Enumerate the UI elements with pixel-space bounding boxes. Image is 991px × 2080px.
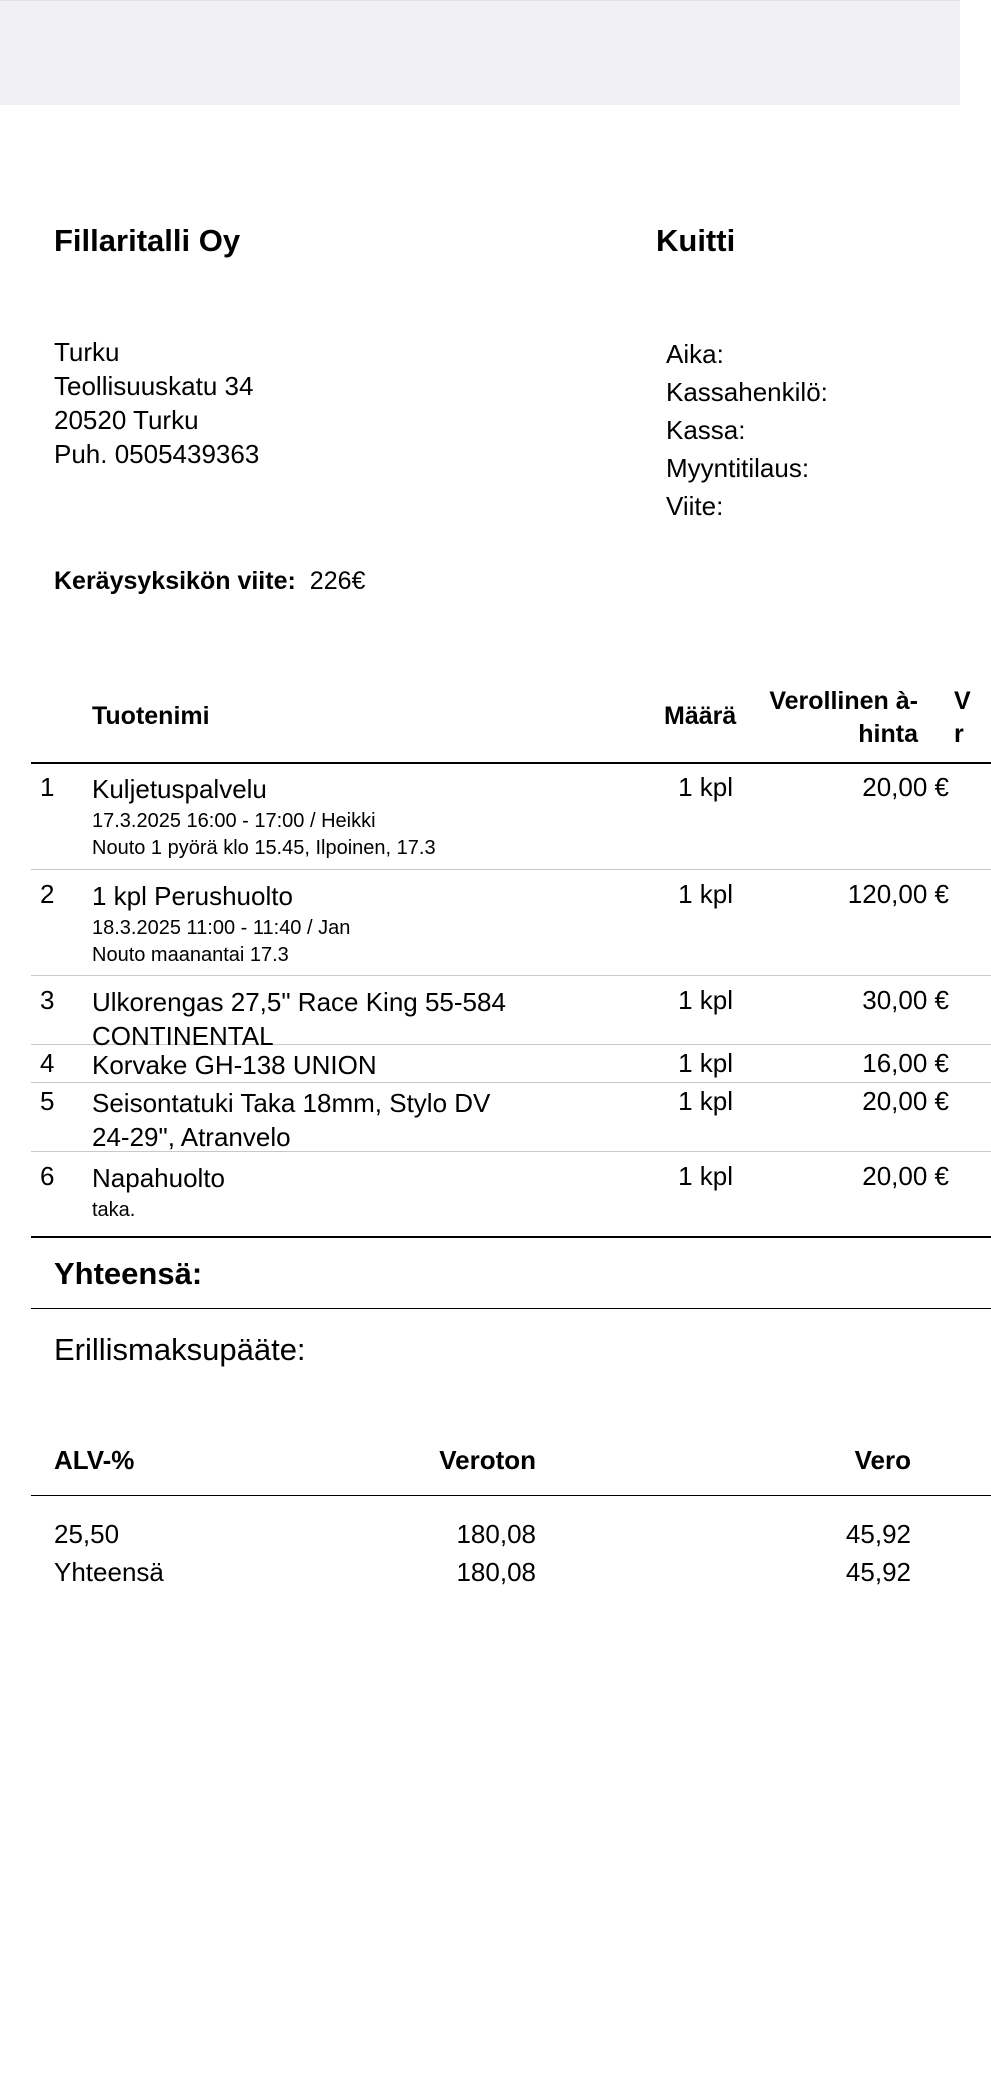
address-street: Teollisuuskatu 34 — [54, 371, 254, 401]
row-product-detail: 18.3.2025 11:00 - 11:40 / Jan — [92, 917, 351, 939]
row-number: 2 — [40, 879, 55, 909]
row-number: 1 — [40, 772, 55, 802]
row-product-name: Kuljetuspalvelu — [92, 774, 267, 804]
vat-total-row — [31, 1557, 991, 1595]
column-header-price-line2: hinta — [858, 720, 918, 748]
table-row — [31, 975, 991, 1051]
row-product — [92, 985, 562, 1053]
column-header-cutoff-line1: V — [954, 687, 971, 715]
row-product-name: Napahuolto — [92, 1163, 225, 1193]
column-header-name: Tuotenimi — [92, 702, 210, 730]
vat-tax: 45,92 — [845, 1519, 911, 1549]
row-product-name-cont: 24-29", Atranvelo — [92, 1122, 291, 1152]
row-price: 120,00 € — [847, 879, 949, 909]
row-qty: 1 kpl — [678, 1086, 733, 1116]
collection-reference-label: Keräysyksikön viite: — [54, 567, 296, 595]
vat-row — [31, 1519, 991, 1557]
row-product-name: Korvake GH-138 UNION — [92, 1050, 377, 1080]
vat-table-header — [31, 1415, 991, 1496]
row-product — [92, 879, 562, 969]
row-qty: 1 kpl — [678, 985, 733, 1015]
vat-header-net: Veroton — [439, 1445, 536, 1475]
meta-order-label: Myyntitilaus: — [666, 453, 810, 483]
row-product-detail: taka. — [92, 1199, 136, 1221]
row-product-name-cont: CONTINENTAL — [92, 1021, 274, 1051]
row-price: 16,00 € — [862, 1048, 949, 1078]
table-row — [31, 869, 991, 976]
row-product — [92, 1048, 562, 1082]
row-price: 20,00 € — [862, 772, 949, 802]
address-phone: Puh. 0505439363 — [54, 439, 260, 469]
row-qty: 1 kpl — [678, 879, 733, 909]
row-price: 20,00 € — [862, 1161, 949, 1191]
total-row — [31, 1238, 991, 1309]
column-header-qty: Määrä — [664, 702, 737, 730]
row-product-name: Ulkorengas 27,5" Race King 55-584 — [92, 987, 506, 1017]
company-name: Fillaritalli Oy — [54, 223, 241, 258]
row-product-name: 1 kpl Perushuolto — [92, 881, 293, 911]
vat-total-tax: 45,92 — [845, 1557, 911, 1587]
row-qty: 1 kpl — [678, 1161, 733, 1191]
vat-net: 180,08 — [456, 1519, 536, 1549]
meta-reference-label: Viite: — [666, 491, 724, 521]
collection-reference-value: 226€ — [309, 567, 366, 595]
total-label: Yhteensä: — [54, 1256, 203, 1291]
vat-header-tax: Vero — [854, 1445, 911, 1475]
vat-total-label: Yhteensä — [54, 1557, 164, 1587]
address-postal: 20520 Turku — [54, 405, 199, 435]
row-product — [92, 1161, 562, 1224]
row-number: 6 — [40, 1161, 55, 1191]
row-number: 5 — [40, 1086, 55, 1116]
address-city: Turku — [54, 337, 120, 367]
row-number: 3 — [40, 985, 55, 1015]
row-price: 30,00 € — [862, 985, 949, 1015]
row-product-name: Seisontatuki Taka 18mm, Stylo DV — [92, 1088, 491, 1118]
row-product-note: Nouto maanantai 17.3 — [92, 944, 289, 966]
receipt-meta — [666, 335, 828, 525]
vat-header-rate: ALV-% — [54, 1445, 135, 1475]
row-product — [92, 772, 562, 862]
table-row — [31, 1082, 991, 1152]
meta-register-label: Kassa: — [666, 415, 746, 445]
vat-rate: 25,50 — [54, 1519, 120, 1549]
row-product-detail: 17.3.2025 16:00 - 17:00 / Heikki — [92, 810, 376, 832]
receipt-page — [0, 105, 971, 2080]
document-title: Kuitti — [656, 223, 736, 258]
column-header-price-line1: Verollinen à- — [769, 687, 918, 715]
collection-reference — [54, 567, 365, 596]
row-product-note: Nouto 1 pyörä klo 15.45, Ilpoinen, 17.3 — [92, 837, 436, 859]
browser-top-bar — [0, 0, 960, 106]
vat-total-net: 180,08 — [456, 1557, 536, 1587]
meta-cashier-label: Kassahenkilö: — [666, 377, 828, 407]
row-number: 4 — [40, 1048, 55, 1078]
column-header-price — [731, 685, 918, 751]
table-row — [31, 1044, 991, 1083]
column-header-cutoff — [954, 685, 971, 751]
payment-terminal-label: Erillismaksupääte: — [54, 1332, 306, 1367]
company-address — [54, 335, 259, 471]
row-product — [92, 1086, 562, 1154]
table-row — [31, 1151, 991, 1238]
row-qty: 1 kpl — [678, 1048, 733, 1078]
column-header-cutoff-line2: r — [954, 720, 964, 748]
row-price: 20,00 € — [862, 1086, 949, 1116]
table-row — [31, 762, 991, 870]
meta-time-label: Aika: — [666, 339, 724, 369]
row-qty: 1 kpl — [678, 772, 733, 802]
